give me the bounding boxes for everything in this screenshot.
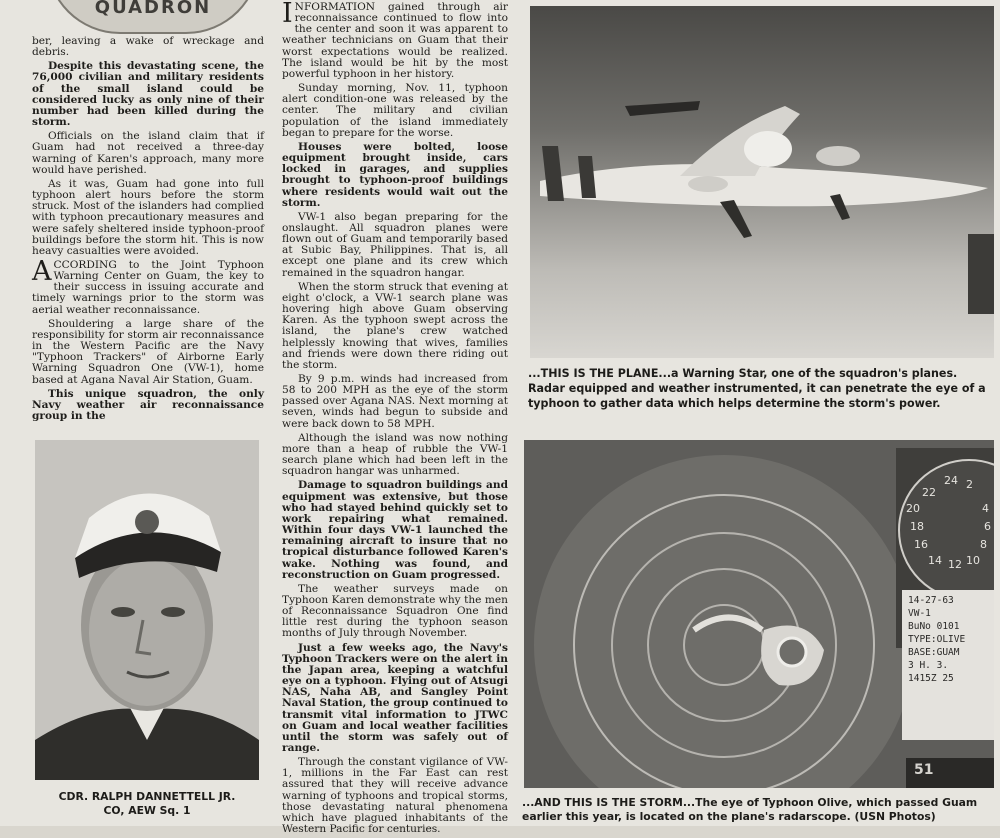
plane-photo-caption: ...THIS IS THE PLANE...a Warning Star, one of the squadron's planes. Radar equipped and weather instrumented, it can penetrate the eye of a typhoon to gather data which helps determine the storm's power. — [528, 367, 986, 410]
dial-number: 6 — [984, 520, 991, 533]
dial-number: 16 — [914, 538, 928, 551]
paragraph: Through the constant vigilance of VW-1, millions in the Far East can rest assured that they will receive advance warning of typhoons and tropical storms, those devastating natural phenomena which have plagued inhabitants of the Western Pacific for centuries. — [282, 756, 508, 836]
placard-line: 1415Z 25 — [908, 673, 954, 684]
typhoon-radarscope-photo — [524, 440, 994, 788]
paragraph-text: NFORMATION gained through air reconnaissance continued to flow into the center and soon it was apparent to weather technicians on Guam that their worst expectations would be realized. The island would be hit by the most powerful typhoon in her history. — [282, 1, 508, 80]
placard-line: BASE:GUAM — [908, 647, 960, 658]
paragraph: Just a few weeks ago, the Navy's Typhoon Trackers were on the alert in the Japan area, keeping a watchful eye on a typhoon. Flying out of Atsugi NAS, Naha AB, and Sangley Point Naval Station, the group continued to transmit vital information to JTWC on Guam and local weather facilities until the storm was safely out of range. — [282, 641, 508, 754]
dial-number: 24 — [944, 474, 958, 487]
paragraph: Sunday morning, Nov. 11, typhoon alert condition-one was released by the center. The military and civilian population of the island immediately began to prepare for the worse. — [282, 82, 508, 139]
storm-photo-caption: ...AND THIS IS THE STORM...The eye of Typhoon Olive, which passed Guam earlier this year, is located on the plane's radarscope. (USN Photos) — [522, 796, 978, 823]
squadron-seal — [46, 0, 260, 34]
placard-line: VW-1 — [908, 608, 931, 619]
portrait-caption-title: CO, AEW Sq. 1 — [103, 804, 191, 817]
article-column-left — [32, 36, 264, 425]
paragraph-text: CCORDING to the Joint Typhoon Warning Center on Guam, the key to their success in issuing accurate and timely warnings prior to the storm was aerial weather reconnaissance. — [32, 258, 264, 316]
plane-illustration — [530, 6, 994, 358]
paragraph: Houses were bolted, loose equipment brought inside, cars locked in garages, and supplies brought to typhoon-proof buildings where residents would wait out the storm. — [282, 140, 508, 209]
paragraph: The weather surveys made on Typhoon Karen demonstrate why the men of Reconnaissance Squadron One find little rest during the typhoon season months of July through November. — [282, 582, 508, 640]
placard-line: 3 H. 3. — [908, 660, 949, 671]
paragraph: VW-1 also began preparing for the onslaught. All squadron planes were flown out of Guam and temporarily based at Subic Bay, Philippines. That is, all except one plane and its crew which remained in the squadron hangar. — [282, 210, 508, 279]
dial-number: 10 — [966, 554, 980, 567]
dial-number: 22 — [922, 486, 936, 499]
portrait-caption-name: CDR. RALPH DANNETTELL JR. — [58, 790, 236, 803]
paragraph: Despite this devastating scene, the 76,000 civilian and military residents of the small island could be considered lucky as only nine of their number had been killed during the storm. — [32, 60, 264, 129]
placard-line: BuNo 0101 — [908, 621, 960, 632]
dropcap-initial: A — [32, 255, 52, 287]
portrait-caption — [35, 790, 259, 818]
placard-line: 14-27-63 — [908, 595, 954, 606]
dial-number: 20 — [906, 502, 920, 515]
paragraph: When the storm struck that evening at eight o'clock, a VW-1 search plane was hovering high above Guam observing Karen. As the typhoon swept across the island, the plane's crew watched helplessly knowing that wives, families and friends were down there riding out the storm. — [282, 280, 508, 371]
paragraph: By 9 p.m. winds had increased from 58 to 200 MPH as the eye of the storm passed over Agana NAS. Next morning at seven, winds had begun to subside and were back down to 58 MPH. — [282, 373, 508, 430]
dropcap-initial: I — [282, 0, 293, 29]
placard — [908, 594, 992, 685]
commander-portrait-photo — [35, 440, 259, 780]
paragraph: ber, leaving a wake of wreckage and debris. — [32, 35, 264, 59]
dial-number: 12 — [948, 558, 962, 571]
paragraph: Damage to squadron buildings and equipment was extensive, but those who had stayed behind quickly set to work repairing what remained. Within four days VW-1 launched the remaining aircraft to insure that no tropical disturbance followed Karen's wake. Nothing was found, and reconstruction on Guam progressed. — [282, 479, 508, 581]
dial-number: 18 — [910, 520, 924, 533]
paragraph: Officials on the island claim that if Guam had not received a three-day warning of Karen's approach, many more would have perished. — [32, 130, 264, 176]
paragraph: Shouldering a large share of the responsibility for storm air reconnaissance in the Western Pacific are the Navy "Typhoon Trackers" of Airborne Early Warning Squadron One (VW-1), home based at Agana Naval Air Station, Guam. — [32, 317, 264, 386]
paragraph: As it was, Guam had gone into full typhoon alert hours before the storm struck. Most of the islanders had complied with typhoon precautionary measures and were safely sheltered inside typhoon-proof buildings before the storm hit. This is now heavy casualties were avoided. — [32, 177, 264, 257]
portrait-illustration — [35, 440, 259, 780]
dial-number: 4 — [982, 502, 989, 515]
paragraph: This unique squadron, the only Navy weather air reconnaissance group in the — [32, 387, 264, 422]
dial-number: 14 — [928, 554, 942, 567]
dial-number: 2 — [966, 478, 973, 491]
article-column-middle — [282, 2, 508, 838]
placard-line: TYPE:OLIVE — [908, 634, 966, 645]
dropcap-paragraph-left — [32, 255, 264, 316]
dropcap-paragraph-middle — [282, 2, 508, 80]
warning-star-plane-photo — [530, 6, 994, 358]
corner-text: 51 — [914, 762, 934, 778]
dial-numbers — [906, 470, 994, 590]
paragraph: Although the island was now nothing more than a heap of rubble the VW-1 search plane which had been left in the squadron hangar was unharmed. — [282, 431, 508, 478]
seal-text: QUADRON — [94, 0, 212, 18]
dial-number: 8 — [980, 538, 987, 551]
